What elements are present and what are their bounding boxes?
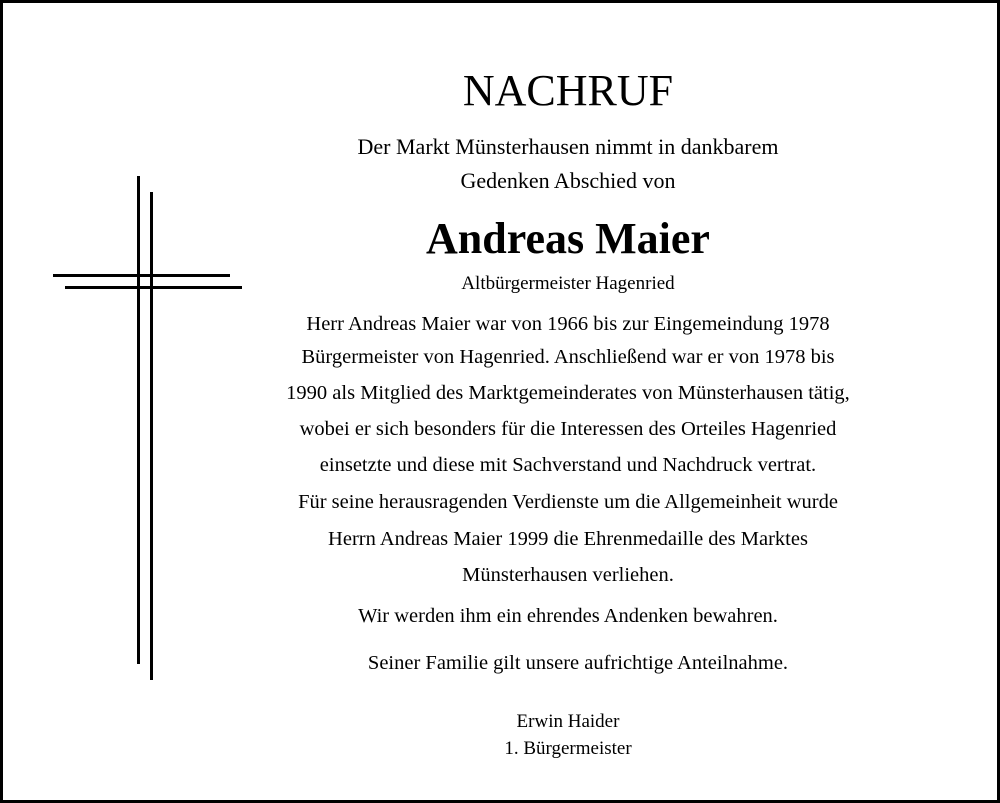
deceased-title: Altbürgermeister Hagenried xyxy=(461,273,675,294)
body-line: Für seine herausragenden Verdienste um die Allgemeinheit wurde xyxy=(298,491,838,513)
body-line: wobei er sich besonders für die Interessen des Orteiles Hagenried xyxy=(299,418,837,440)
body-line: Herr Andreas Maier war von 1966 bis zur Eingemeindung 1978 xyxy=(306,313,830,335)
body-line: 1990 als Mitglied des Marktgemeinderates von Münsterhausen tätig, xyxy=(286,382,850,404)
signatory-name: Erwin Haider xyxy=(516,711,620,732)
body-line: einsetzte und diese mit Sachverstand und Nachdruck vertrat. xyxy=(319,454,817,476)
intro-line-1: Der Markt Münsterhausen nimmt in dankbarem xyxy=(357,134,779,159)
page-title: NACHRUF xyxy=(462,66,674,115)
body-line: Herrn Andreas Maier 1999 die Ehrenmedaille des Marktes xyxy=(328,528,808,550)
intro-line-2: Gedenken Abschied von xyxy=(460,168,676,193)
body-line: Münsterhausen verliehen. xyxy=(462,564,674,586)
closing-line: Wir werden ihm ein ehrendes Andenken bewahren. xyxy=(358,605,778,627)
deceased-name: Andreas Maier xyxy=(426,214,710,263)
body-line: Bürgermeister von Hagenried. Anschließend war er von 1978 bis xyxy=(301,346,835,368)
signatory-role: 1. Bürgermeister xyxy=(504,738,632,759)
condolence-line: Seiner Familie gilt unsere aufrichtige Anteilnahme. xyxy=(367,652,789,674)
